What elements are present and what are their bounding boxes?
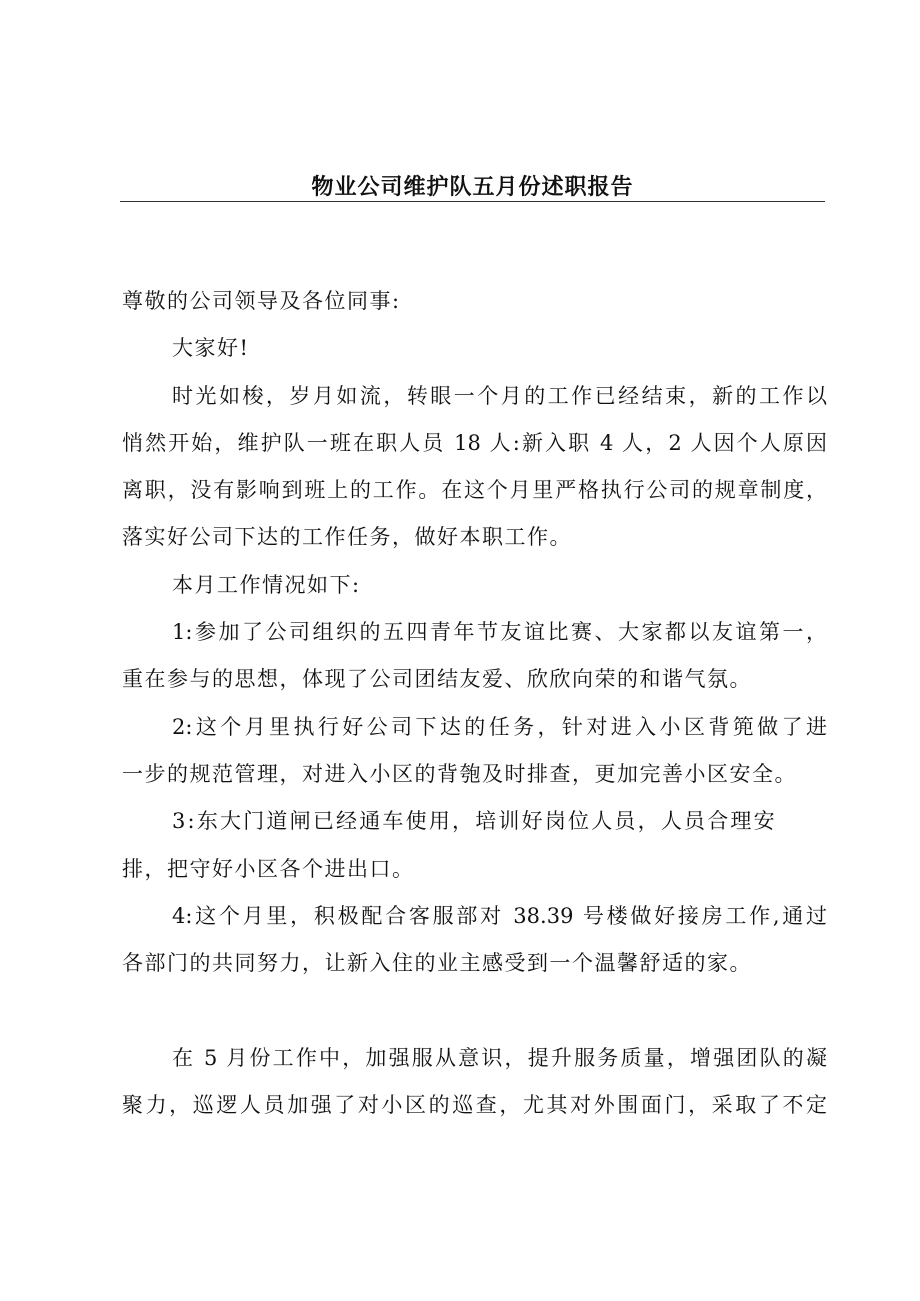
list-item-line: 1:参加了公司组织的五四青年节友谊比赛、大家都以友谊第一， xyxy=(172,620,827,645)
paragraph-line: 时光如梭，岁月如流，转眼一个月的工作已经结束，新的工作以 xyxy=(172,383,827,408)
paragraph-line: 聚力，巡逻人员加强了对小区的巡查，尤其对外围面门，采取了不定 xyxy=(122,1093,827,1118)
paragraph-line: 在 5 月份工作中，加强服从意识，提升服务质量，增强团队的凝 xyxy=(172,1045,827,1070)
list-item-line: 3:东大门道闸已经通车使用，培训好岗位人员，人员合理安 xyxy=(172,809,777,834)
list-item-line: 一步的规范管理，对进入小区的背匏及时排查，更加完善小区安全。 xyxy=(122,761,797,786)
paragraph-line: 悄然开始，维护队一班在职人员 18 人:新入职 4 人，2 人因个人原因 xyxy=(122,430,827,455)
document-title: 物业公司维护队五月份述职报告 xyxy=(311,175,634,200)
salutation: 尊敬的公司领导及各位同事: xyxy=(122,289,401,313)
list-item-line: 2:这个月里执行好公司下达的任务，针对进入小区背篼做了进 xyxy=(172,714,827,739)
list-item-line: 各部门的共同努力，让新入住的业主感受到一个温馨舒适的家。 xyxy=(122,951,752,976)
paragraph-spacer xyxy=(122,987,827,1034)
paragraph-line: 离职，没有影响到班上的工作。在这个月里严格执行公司的规章制度， xyxy=(122,478,827,503)
list-item-line: 排，把守好小区各个进出口。 xyxy=(122,856,415,881)
title-underline xyxy=(120,201,825,202)
paragraph-line: 落实好公司下达的工作任务，做好本职工作。 xyxy=(122,525,572,550)
document-body xyxy=(122,278,827,1129)
section-intro: 本月工作情况如下: xyxy=(172,572,361,597)
list-item-line: 重在参与的思想，体现了公司团结友爱、欣欣向荣的和谐气氛。 xyxy=(122,667,752,692)
greeting: 大家好! xyxy=(172,336,250,361)
list-item-line: 4:这个月里，积极配合客服部对 38.39 号楼做好接房工作,通过 xyxy=(172,903,827,928)
